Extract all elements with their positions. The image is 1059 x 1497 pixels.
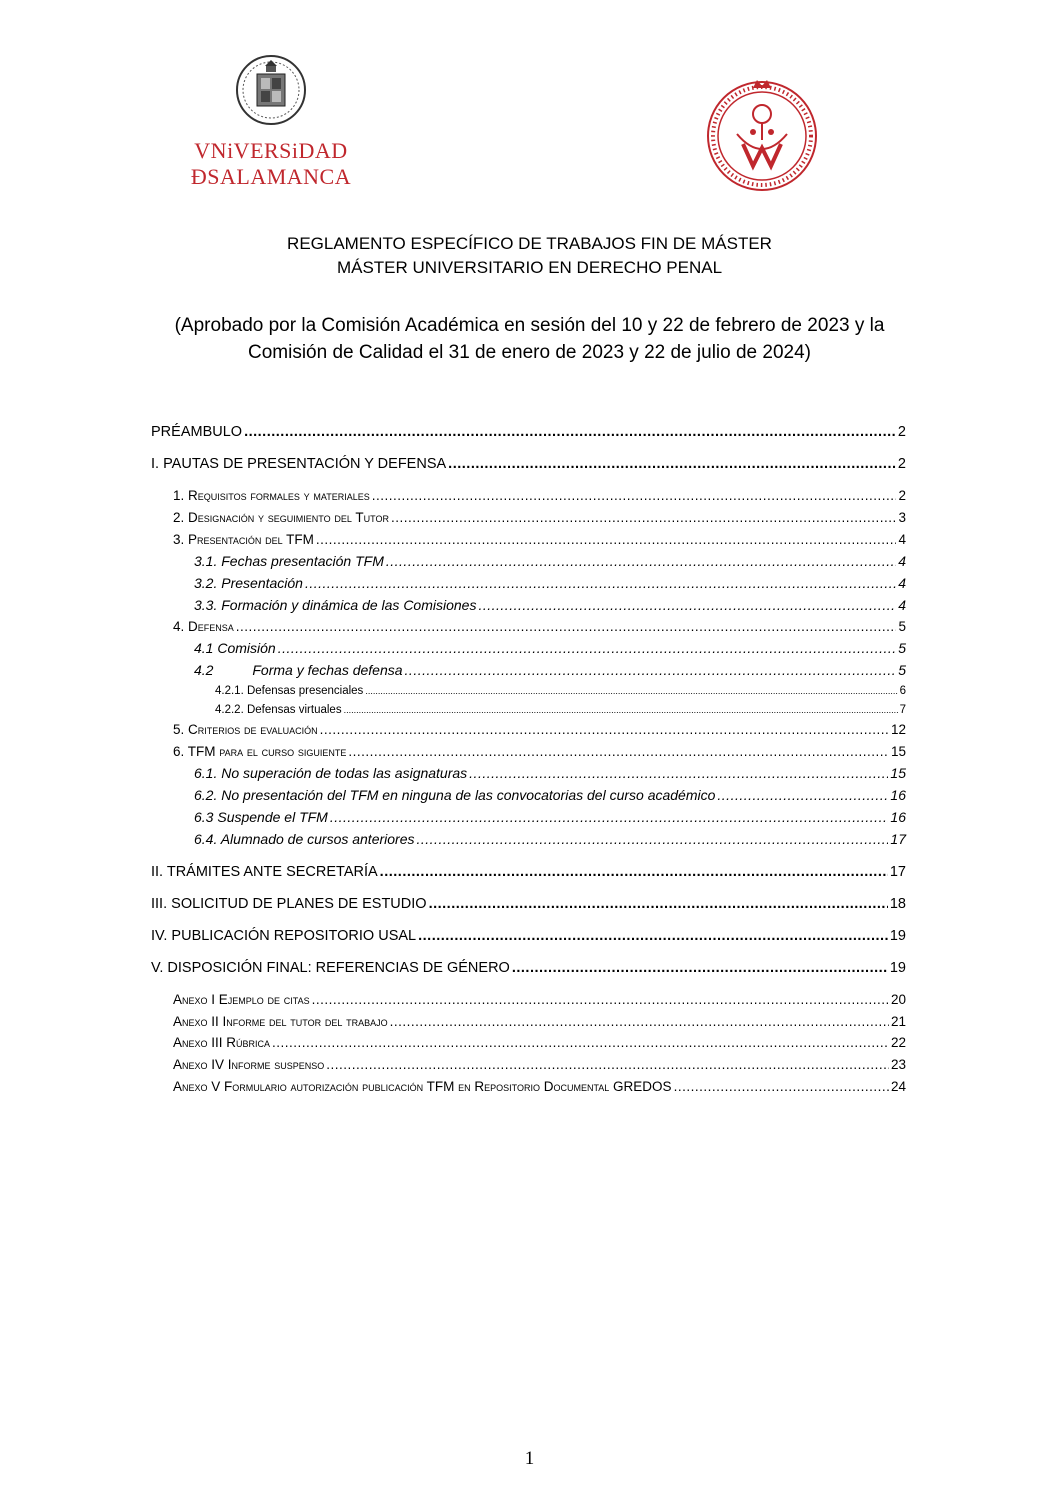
toc-entry-label: 3. Presentación del TFM (173, 532, 314, 547)
toc-entry-label: 5. Criterios de evaluación (173, 722, 318, 737)
toc-entry[interactable] (173, 743, 906, 761)
toc-entry-label: V. DISPOSICIÓN FINAL: REFERENCIAS DE GÉNERO (151, 960, 510, 976)
page-number: 1 (524, 1448, 535, 1469)
toc-entry[interactable] (173, 618, 906, 636)
toc-entry-label: Anexo V Formulario autorización publicación TFM en Repositorio Documental GREDOS (173, 1079, 672, 1094)
document-subtitle: MÁSTER UNIVERSITARIO EN DERECHO PENAL (336, 258, 723, 277)
toc-entry-label: 3.3. Formación y dinámica de las Comisiones (194, 597, 477, 613)
toc-entry-label: 3.1. Fechas presentación TFM (194, 553, 384, 569)
toc-entry-page: 23 (890, 1057, 906, 1072)
university-seal-icon (235, 52, 307, 128)
toc-entry-label: PRÉAMBULO (151, 424, 243, 440)
toc-entry-page: 17 (889, 864, 906, 880)
toc-entry[interactable] (194, 639, 906, 657)
toc-entry-label: III. SOLICITUD DE PLANES DE ESTUDIO (151, 896, 427, 912)
toc-entry-label: Anexo III Rúbrica (173, 1035, 271, 1050)
university-name-line2: ÐSALAMANCA (190, 164, 352, 189)
toc-entry-page: 12 (890, 722, 906, 737)
toc-entry[interactable] (151, 926, 906, 946)
toc-entry[interactable] (215, 702, 906, 718)
toc-entry-page: 2 (898, 488, 906, 503)
toc-entry[interactable] (194, 574, 906, 592)
toc-entry[interactable] (215, 683, 906, 699)
toc-entry[interactable] (151, 958, 906, 978)
toc-entry[interactable] (173, 487, 906, 505)
toc-entry[interactable] (194, 830, 906, 848)
toc-entry[interactable] (173, 721, 906, 739)
toc-entry-page: 22 (890, 1035, 906, 1050)
toc-entry[interactable] (194, 764, 906, 782)
toc-entry-page: 21 (890, 1014, 906, 1029)
toc-entry-page: 5 (898, 662, 906, 678)
toc-entry-page: 20 (890, 992, 906, 1007)
toc-entry-page: 19 (889, 928, 906, 944)
toc-entry-label: 4.2 Forma y fechas defensa (194, 662, 403, 678)
toc-entry-page: 16 (890, 809, 906, 825)
toc-entry[interactable] (194, 552, 906, 570)
toc-entry-page: 16 (890, 787, 906, 803)
toc-entry[interactable] (151, 894, 906, 914)
toc-entry[interactable] (173, 1013, 906, 1031)
toc-entry-page: 4 (898, 597, 906, 613)
toc-entry[interactable] (194, 808, 906, 826)
toc-entry-page: 4 (898, 575, 906, 591)
toc-entry[interactable] (173, 1078, 906, 1096)
toc-entry-page: 2 (897, 456, 906, 472)
toc-entry-page: 17 (890, 831, 906, 847)
toc-entry-page: 7 (899, 704, 906, 716)
toc-entry-page: 5 (898, 619, 906, 634)
toc-entry[interactable] (173, 1034, 906, 1052)
university-name-line1: VNiVERSiDAD (194, 138, 348, 163)
toc-entry[interactable] (173, 1056, 906, 1074)
toc-entry[interactable] (173, 509, 906, 527)
toc-entry-label: II. TRÁMITES ANTE SECRETARÍA (151, 864, 378, 880)
toc-entry[interactable] (173, 991, 906, 1009)
toc-entry-page: 4 (898, 532, 906, 547)
university-name (186, 138, 356, 190)
toc-entry-label: 6. TFM para el curso siguiente (173, 744, 347, 759)
toc-entry[interactable] (151, 422, 906, 442)
document-title: REGLAMENTO ESPECÍFICO DE TRABAJOS FIN DE MÁSTER (287, 234, 772, 253)
toc-entry-page: 15 (890, 765, 906, 781)
approval-note-line1: (Aprobado por la Comisión Académica en sesión del 10 y 22 de febrero de 2023 y la (174, 315, 885, 336)
toc-entry-page: 3 (898, 510, 906, 525)
toc-entry-label: 4.2.1. Defensas presenciales (215, 685, 364, 697)
toc-entry-page: 24 (890, 1079, 906, 1094)
toc-entry-page: 18 (889, 896, 906, 912)
toc-entry-page: 6 (899, 685, 906, 697)
toc-entry[interactable] (194, 596, 906, 614)
toc-entry-label: 6.3 Suspende el TFM (194, 809, 328, 825)
toc-entry-label: 6.4. Alumnado de cursos anteriores (194, 831, 415, 847)
toc-entry-label: Anexo IV Informe suspenso (173, 1057, 325, 1072)
toc-entry-label: Anexo I Ejemplo de citas (173, 992, 310, 1007)
toc-entry[interactable] (194, 661, 906, 679)
toc-entry-label: 4.2.2. Defensas virtuales (215, 704, 342, 716)
toc-entry[interactable] (151, 862, 906, 882)
toc-entry-label: 6.2. No presentación del TFM en ninguna de las convocatorias del curso académico (194, 787, 716, 803)
toc-entry-label: Anexo II Informe del tutor del trabajo (173, 1014, 388, 1029)
toc-entry[interactable] (194, 786, 906, 804)
toc-entry-label: 3.2. Presentación (194, 575, 303, 591)
toc-entry-page: 15 (890, 744, 906, 759)
faculty-seal-icon (703, 74, 821, 192)
toc-entry[interactable] (151, 454, 906, 474)
toc-entry-label: 2. Designación y seguimiento del Tutor (173, 510, 389, 525)
toc-entry-label: 4.1 Comisión (194, 640, 276, 656)
toc-entry-label: I. PAUTAS DE PRESENTACIÓN Y DEFENSA (151, 456, 447, 472)
toc-entry-label: 6.1. No superación de todas las asignaturas (194, 765, 468, 781)
toc-entry-label: 4. Defensa (173, 619, 234, 634)
toc-entry-label: IV. PUBLICACIÓN REPOSITORIO USAL (151, 928, 417, 944)
toc-entry-label: 1. Requisitos formales y materiales (173, 488, 370, 503)
approval-note-line2: Comisión de Calidad el 31 de enero de 2023 y 22 de julio de 2024) (247, 342, 811, 363)
toc-entry-page: 19 (889, 960, 906, 976)
toc-entry-page: 4 (898, 553, 906, 569)
toc-entry[interactable] (173, 531, 906, 549)
toc-entry-page: 2 (897, 424, 906, 440)
toc-entry-page: 5 (898, 640, 906, 656)
